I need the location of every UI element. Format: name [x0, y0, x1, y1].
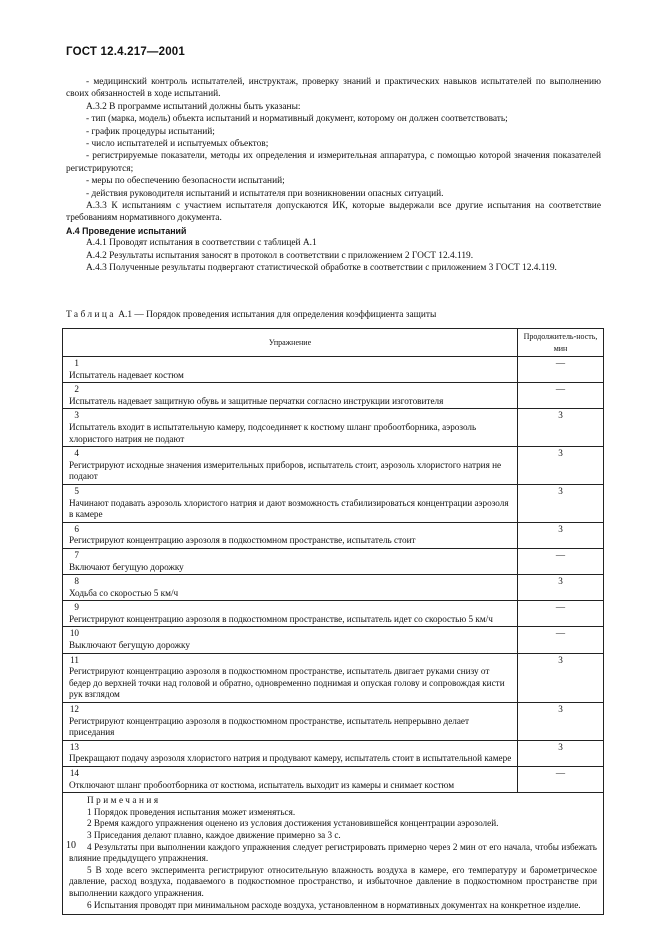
exercise-text: Испытатель надевает защитную обувь и защитные перчатки согласно инструкции изготовителя	[69, 395, 444, 406]
table-caption	[66, 310, 601, 320]
exercise-text: Выключают бегущую дорожку	[69, 640, 190, 651]
notes-title: Примечания	[87, 795, 161, 806]
exercise-text: Начинают подавать аэрозоль хлористого натрия и дают возможность стабилизироваться концентрации аэрозоля в камере	[69, 497, 509, 520]
paragraph: - регистрируемые показатели, методы их определения и измерительная аппаратура, с помощью которой значения показателей регистрируются;	[66, 151, 601, 174]
table-row	[63, 447, 604, 485]
column-header-exercise: Упражнение	[63, 329, 518, 357]
exercise-cell	[63, 357, 518, 383]
table-header-row	[63, 329, 604, 357]
table-row	[63, 548, 604, 574]
exercise-cell	[63, 767, 518, 793]
exercise-cell	[63, 601, 518, 627]
table-row	[63, 383, 604, 409]
row-number: 3	[74, 410, 79, 421]
paragraph: - график процедуры испытаний;	[86, 126, 215, 137]
row-number: 14	[69, 768, 79, 778]
exercise-cell	[63, 653, 518, 702]
exercise-text: Испытатель надевает костюм	[69, 369, 184, 380]
table-row	[63, 653, 604, 702]
note-item: 5 В ходе всего эксперимента регистрируют относительную влажность воздуха в камере, его температуру и барометрическое давление, расход воздуха, подаваемого в подкостюмное пространство, и избыточное давление в подкостюмном пространстве при выполнении каждого упражнения.	[69, 864, 597, 898]
exercise-cell	[63, 575, 518, 601]
document-code: ГОСТ 12.4.217—2001	[66, 46, 185, 58]
duration-cell: —	[518, 357, 604, 383]
exercise-cell	[63, 383, 518, 409]
paragraph: А.3.2 В программе испытаний должны быть указаны:	[86, 101, 301, 112]
exercise-text: Включают бегущую дорожку	[69, 561, 184, 572]
exercise-cell	[63, 740, 518, 766]
table-row	[63, 575, 604, 601]
duration-cell: —	[518, 627, 604, 653]
table-row	[63, 484, 604, 522]
exercise-cell	[63, 627, 518, 653]
exercise-text: Отключают шланг пробоотборника от костюма, испытатель выходит из камеры и снимает костюм	[69, 779, 455, 790]
table-row	[63, 601, 604, 627]
table-row	[63, 740, 604, 766]
duration-cell: 3	[518, 522, 604, 548]
note-item: 1 Порядок проведения испытания может изменяться.	[87, 806, 296, 817]
table-caption-text: А.1 — Порядок проведения испытания для определения коэффициента защиты	[118, 310, 437, 320]
exercise-text: Регистрируют исходные значения измерительных приборов, испытатель стоит, аэрозоль хлористого натрия не подают	[69, 459, 502, 482]
paragraph: - медицинский контроль испытателей, инструктаж, проверку знаний и практических навыков испытателей по выполнению своих обязанностей в ходе испытаний.	[66, 77, 601, 100]
row-number: 2	[74, 384, 79, 395]
section-title: А.4 Проведение испытаний	[66, 225, 187, 236]
duration-cell: —	[518, 601, 604, 627]
duration-cell: 3	[518, 484, 604, 522]
duration-cell: —	[518, 548, 604, 574]
duration-cell: 3	[518, 409, 604, 447]
column-header-duration: Продолжитель-ность, мин	[518, 329, 604, 357]
row-number: 10	[69, 628, 79, 639]
paragraph: - действия руководителя испытаний и испытателя при возникновении опасных ситуаций.	[86, 188, 444, 199]
exercise-cell	[63, 409, 518, 447]
duration-cell: —	[518, 383, 604, 409]
exercise-text: Регистрируют концентрацию аэрозоля в подкостюмном пространстве, испытатель идет со скоростью 5 км/ч	[69, 613, 493, 624]
note-item: 4 Результаты при выполнении каждого упражнения следует регистрировать примерно через 2 мин от его начала, чтобы избежать влияние предыдущего упражнения.	[69, 841, 597, 864]
row-number: 6	[74, 523, 79, 534]
row-number: 4	[74, 448, 79, 459]
page-number: 10	[66, 840, 76, 851]
paragraph: - число испытателей и испытуемых объектов;	[86, 139, 269, 150]
exercise-text: Ходьба со скоростью 5 км/ч	[69, 587, 179, 598]
paragraph: А.4.3 Полученные результаты подвергают статистической обработке в соответствии с приложением 3 ГОСТ 12.4.119.	[86, 263, 557, 274]
paragraph: - меры по обеспечению безопасности испытаний;	[86, 176, 285, 187]
exercise-cell	[63, 522, 518, 548]
table-row	[63, 409, 604, 447]
exercise-text: Регистрируют концентрацию аэрозоля в подкостюмном пространстве, испытатель непрерывно делает приседания	[69, 715, 470, 738]
row-number: 5	[74, 485, 79, 496]
procedure-table	[62, 328, 604, 915]
duration-cell: 3	[518, 703, 604, 741]
exercise-cell	[63, 484, 518, 522]
exercise-text: Регистрируют концентрацию аэрозоля в подкостюмном пространстве, испытатель стоит	[69, 535, 416, 546]
notes-row	[63, 793, 604, 915]
body-text	[66, 76, 601, 275]
row-number: 8	[74, 576, 79, 587]
duration-cell: 3	[518, 740, 604, 766]
exercise-cell	[63, 548, 518, 574]
table-row	[63, 627, 604, 653]
duration-cell: 3	[518, 447, 604, 485]
note-item: 3 Приседания делают плавно, каждое движение примерно за 3 с.	[87, 829, 341, 840]
table-row	[63, 357, 604, 383]
exercise-text: Испытатель входит в испытательную камеру, подсоединяет к костюму шланг пробоотборника, аэрозоль хлористого натрия не подают	[69, 421, 477, 444]
duration-cell: 3	[518, 653, 604, 702]
exercise-text: Прекращают подачу аэрозоля хлористого натрия и продувают камеру, испытатель стоит в испытательной камере	[69, 753, 512, 764]
exercise-cell	[63, 703, 518, 741]
table-row	[63, 522, 604, 548]
table-caption-word: Таблица	[66, 310, 116, 320]
paragraph: А.4.2 Результаты испытания заносят в протокол в соответствии с приложением 2 ГОСТ 12.4.119.	[86, 250, 474, 261]
notes-cell	[63, 793, 604, 915]
row-number: 11	[70, 654, 79, 665]
paragraph: А.3.3 К испытаниям с участием испытателя допускаются ИК, которые выдержали все другие испытания на соответствие требованиям нормативного документа.	[66, 201, 601, 224]
paragraph: - тип (марка, модель) объекта испытаний и нормативный документ, которому он должен соответствовать;	[86, 114, 508, 125]
duration-cell: 3	[518, 575, 604, 601]
exercise-cell	[63, 447, 518, 485]
note-item: 2 Время каждого упражнения оценено из условия достижения установившейся концентрации аэрозолей.	[87, 818, 499, 829]
row-number: 12	[69, 704, 79, 715]
row-number: 9	[74, 602, 79, 613]
row-number: 13	[69, 741, 79, 752]
table-row	[63, 703, 604, 741]
row-number: 1	[74, 358, 79, 368]
note-item: 6 Испытания проводят при минимальном расходе воздуха, установленном в нормативных документах на конкретное изделие.	[87, 899, 581, 910]
row-number: 7	[74, 549, 79, 560]
exercise-text: Регистрируют концентрацию аэрозоля в подкостюмном пространстве, испытатель двигает руками снизу от бедер до верхней точки над головой и обратно, одновременно поднимая и опуская голову и сопровождая кисти рук взглядом	[69, 666, 505, 700]
paragraph: А.4.1 Проводят испытания в соответствии с таблицей А.1	[86, 238, 317, 249]
table-row	[63, 767, 604, 793]
duration-cell: —	[518, 767, 604, 793]
